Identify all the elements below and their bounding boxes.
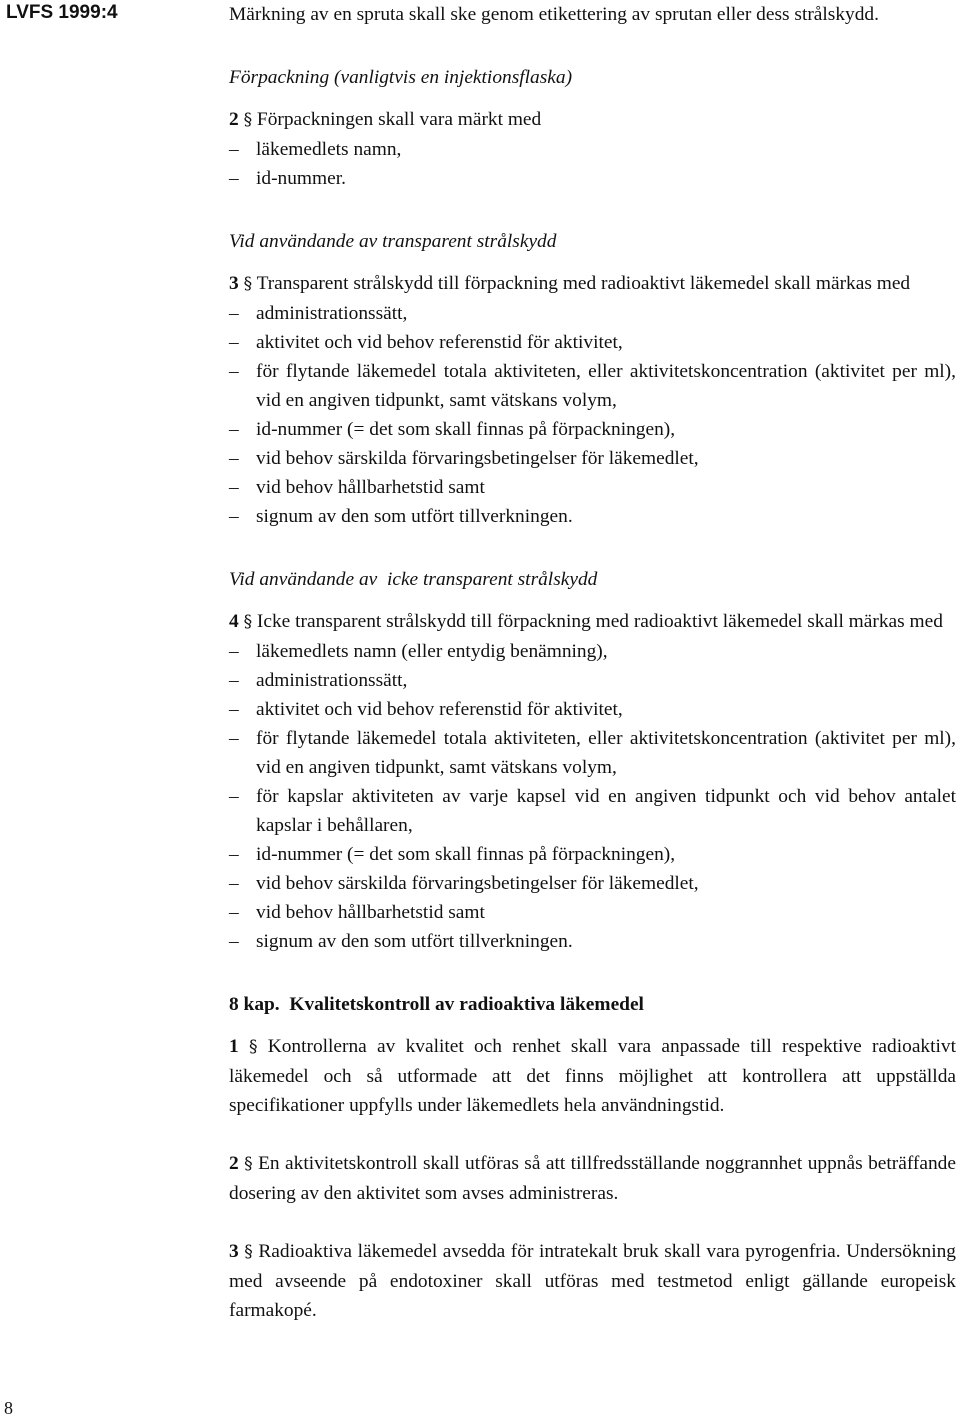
list-item: – för flytande läkemedel totala aktiviteten, eller aktivitetskoncentration (aktivitet per ml), vid en angiven tidpunkt, samt vätskans volym, (229, 357, 956, 415)
section-sign: § (244, 1154, 253, 1174)
list-item: – signum av den som utfört tillverkningen. (229, 927, 956, 956)
paragraph-number: 4 (229, 611, 239, 632)
list-item: – id-nummer. (229, 164, 956, 193)
section-sign: § (248, 1037, 258, 1057)
list-item: – id-nummer (= det som skall finnas på förpackningen), (229, 415, 956, 444)
page-number: 8 (4, 1398, 13, 1418)
list-item: – läkemedlets namn, (229, 135, 956, 164)
paragraph-text: Radioaktiva läkemedel avsedda för intratekalt bruk skall vara pyrogenfria. Undersökning med avseende på endotoxiner skall utföras med testmetod enligt gällande europeisk farmakopé. (229, 1241, 957, 1321)
section-heading-transparent: Vid användande av transparent strålskydd (229, 231, 557, 252)
chapter-label: 8 kap. (229, 994, 280, 1015)
section-heading-opaque: Vid användande av icke transparent strålskydd (229, 569, 598, 590)
paragraph-text: Förpackningen skall vara märkt med (256, 109, 542, 130)
section-heading-packaging: Förpackning (vanligtvis en injektionsflaska) (229, 67, 573, 88)
paragraph-packaging (229, 105, 956, 135)
list-item: – för flytande läkemedel totala aktiviteten, eller aktivitetskoncentration (aktivitet per ml), vid en angiven tidpunkt, samt vätskans volym, (229, 724, 956, 782)
list-item: – läkemedlets namn (eller entydig benämning), (229, 637, 956, 666)
list-item: – id-nummer (= det som skall finnas på förpackningen), (229, 840, 956, 869)
paragraph-number: 3 (229, 273, 239, 294)
chapter-heading (229, 990, 956, 1019)
section-sign: § (243, 274, 253, 294)
list-item: – för kapslar aktiviteten av varje kapsel vid en angiven tidpunkt och vid behov antalet kapslar i behållaren, (229, 782, 956, 840)
chapter-paragraph-3 (229, 1237, 956, 1325)
document-code: LVFS 1999:4 (6, 2, 118, 23)
paragraph-number: 1 (229, 1036, 239, 1057)
paragraph-number: 2 (229, 1153, 239, 1174)
section-sign: § (243, 612, 253, 632)
paragraph-opaque (229, 607, 956, 637)
chapter-title: Kvalitetskontroll av radioaktiva läkemedel (289, 994, 644, 1015)
section-sign: § (243, 110, 253, 130)
chapter-paragraph-1 (229, 1032, 956, 1120)
paragraph-text: En aktivitetskontroll skall utföras så att tillfredsställande noggrannhet uppnås beträffande dosering av den aktivitet som avses administreras. (229, 1153, 956, 1204)
list-item: – vid behov hållbarhetstid samt (229, 473, 956, 502)
transparent-list (229, 299, 956, 531)
list-item: – vid behov särskilda förvaringsbetingelser för läkemedlet, (229, 869, 956, 898)
paragraph-text: Icke transparent strålskydd till förpackning med radioaktivt läkemedel skall märkas med (256, 611, 943, 632)
section-sign: § (244, 1242, 253, 1262)
list-item: – vid behov särskilda förvaringsbetingelser för läkemedlet, (229, 444, 956, 473)
page-content (229, 0, 956, 1325)
list-item: – vid behov hållbarhetstid samt (229, 898, 956, 927)
intro-paragraph: Märkning av en spruta skall ske genom etikettering av sprutan eller dess strålskydd. (229, 4, 879, 25)
list-item: – administrationssätt, (229, 666, 956, 695)
chapter-paragraph-2 (229, 1149, 956, 1208)
opaque-list (229, 637, 956, 956)
paragraph-text: Kontrollerna av kvalitet och renhet skall vara anpassade till respektive radioaktivt läkemedel och så utformade att det finns möjlighet att kontrollera att uppställda specifikationer uppfylls under läkemedlets hela användningstid. (229, 1036, 956, 1116)
paragraph-number: 3 (229, 1241, 239, 1262)
list-item: – administrationssätt, (229, 299, 956, 328)
list-item: – aktivitet och vid behov referenstid för aktivitet, (229, 695, 956, 724)
paragraph-transparent (229, 269, 956, 299)
list-item: – aktivitet och vid behov referenstid för aktivitet, (229, 328, 956, 357)
packaging-list (229, 135, 956, 193)
paragraph-number: 2 (229, 109, 239, 130)
list-item: – signum av den som utfört tillverkningen. (229, 502, 956, 531)
paragraph-text: Transparent strålskydd till förpackning med radioaktivt läkemedel skall märkas med (256, 273, 911, 294)
